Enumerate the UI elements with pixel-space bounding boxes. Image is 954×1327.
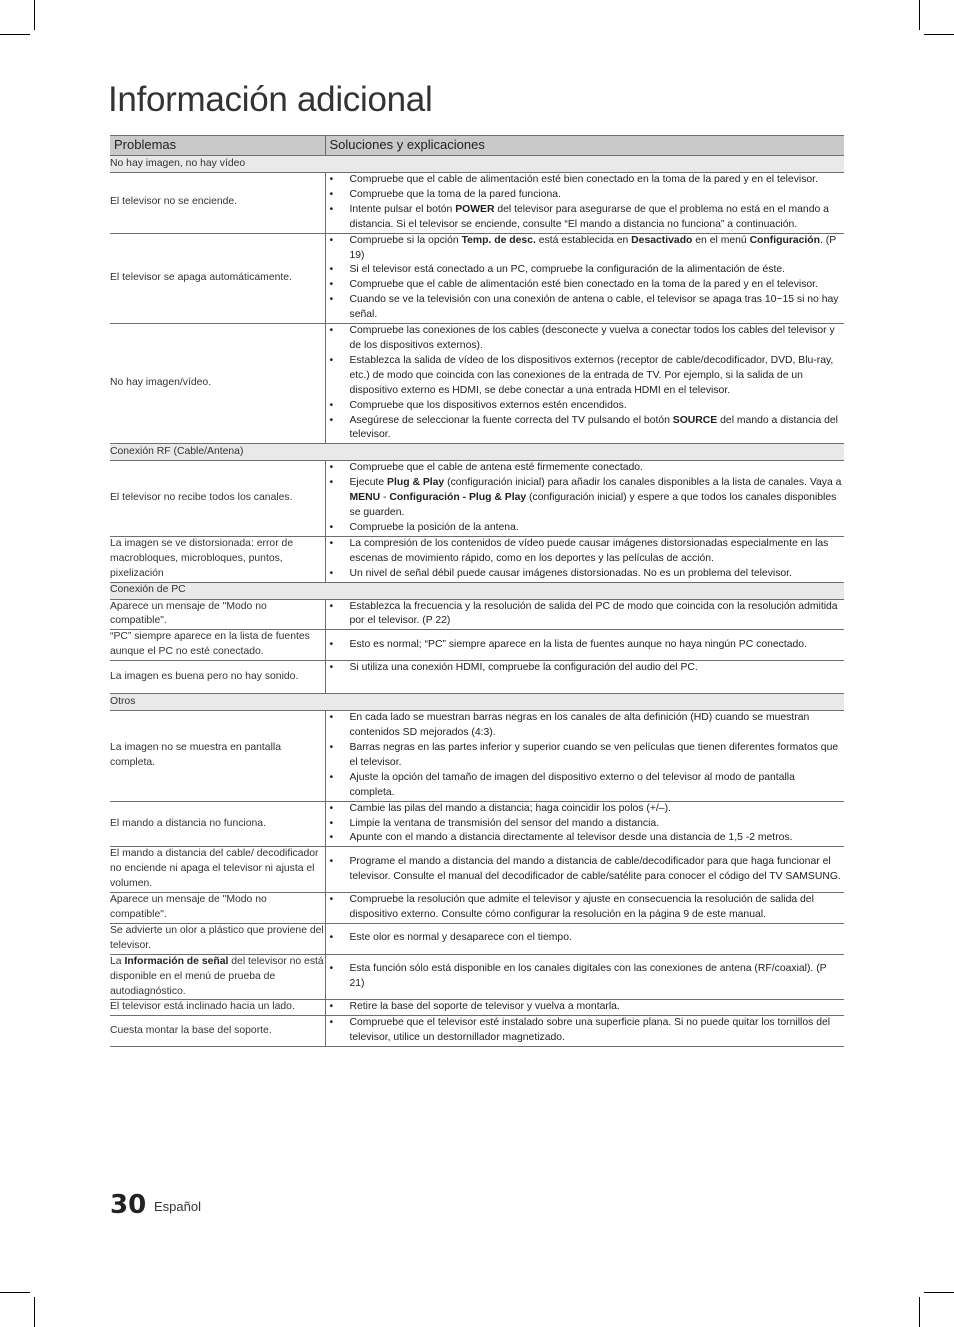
solution-item xyxy=(326,476,845,521)
solution-item xyxy=(326,234,845,264)
text-run: Barras negras en las partes inferior y superior cuando se ven películas que tienen diferentes formatos que el televisor. xyxy=(349,742,839,768)
text-run: Cuesta montar la base del soporte. xyxy=(110,1024,272,1036)
problem-cell xyxy=(110,661,325,694)
table-row xyxy=(110,461,844,537)
text-run: No hay imagen/vídeo. xyxy=(110,377,212,389)
table-row xyxy=(110,173,844,234)
text-run: Cambie las pilas del mando a distancia; haga coincidir los polos (+/–). xyxy=(349,802,671,814)
solution-item xyxy=(326,263,845,278)
text-run: El televisor se apaga automáticamente. xyxy=(110,271,292,283)
table-row xyxy=(110,233,844,323)
solution-item xyxy=(326,521,845,536)
problem-cell xyxy=(110,536,325,582)
bold-term: Plug & Play xyxy=(387,477,445,489)
problem-cell xyxy=(110,324,325,444)
bold-term: Configuración xyxy=(749,234,820,246)
problem-cell xyxy=(110,893,325,924)
text-run: Un nivel de señal débil puede causar imágenes distorsionadas. No es un problema del televisor. xyxy=(349,567,792,579)
solution-list xyxy=(326,661,845,676)
solution-list xyxy=(326,1000,845,1015)
solution-item xyxy=(326,638,845,653)
solution-list xyxy=(326,711,845,800)
crop-mark xyxy=(924,1292,954,1293)
problem-cell xyxy=(110,1000,325,1016)
bold-term: Información de señal xyxy=(124,955,229,967)
text-run: Este olor es normal y desaparece con el tiempo. xyxy=(349,932,572,944)
solution-item xyxy=(326,817,845,832)
table-header-row xyxy=(110,136,844,156)
solution-cell xyxy=(325,630,844,661)
text-run: del televisor para asegurarse de que el problema no está en el mando a distancia. Si el televisor se enciende, consulte “El mando a distancia no funciona” a continuación. xyxy=(349,203,829,230)
solution-cell xyxy=(325,893,844,924)
solution-cell xyxy=(325,1000,844,1016)
text-run: El televisor está inclinado hacia un lado. xyxy=(110,1001,295,1013)
text-run: Establezca la frecuencia y la resolución de salida del PC de modo que coincida con la resolución admitida por el televisor. (P 22) xyxy=(349,600,838,627)
solution-item xyxy=(326,741,845,771)
crop-mark xyxy=(34,1297,35,1327)
page-title: Información adicional xyxy=(108,80,433,119)
solution-cell xyxy=(325,847,844,893)
section-row xyxy=(110,694,844,711)
text-run: Si el televisor está conectado a un PC, compruebe la configuración de la alimentación de éste. xyxy=(349,264,786,276)
text-run: del televisor no está disponible en el menú de prueba de autodiagnóstico. xyxy=(110,955,324,997)
crop-mark xyxy=(919,0,920,30)
text-run: Programe el mando a distancia del mando a distancia de cable/decodificador para que haga funcionar el televisor. Consulte el manual del decodificador de cable/satélite para conocer el código del TV SAMSUNG. xyxy=(349,855,841,882)
solution-list xyxy=(326,962,845,992)
text-run: La xyxy=(110,955,125,967)
bold-term: Temp. de desc. xyxy=(461,234,536,246)
text-run: del mando a distancia del televisor. xyxy=(349,414,838,441)
text-run: El televisor no se enciende. xyxy=(110,196,238,208)
solution-cell xyxy=(325,461,844,537)
solution-item xyxy=(326,855,845,885)
text-run: Compruebe que el cable de antena esté firmemente conectado. xyxy=(349,462,643,474)
crop-mark xyxy=(919,1297,920,1327)
solution-item xyxy=(326,188,845,203)
solution-cell xyxy=(325,801,844,847)
text-run: Compruebe la resolución que admite el televisor y ajuste en consecuencia la resolución de salida del dispositivo externo. Consulte cómo configurar la resolución en la página 9 de este manual. xyxy=(349,894,814,920)
table-row xyxy=(110,923,844,954)
text-run: Aparece un mensaje de "Modo no compatible". xyxy=(110,894,267,920)
section-row xyxy=(110,156,844,173)
table-row xyxy=(110,893,844,924)
text-run: “PC” siempre aparece en la lista de fuentes aunque el PC no esté conectado. xyxy=(110,631,310,658)
solution-list xyxy=(326,173,845,233)
page-language: Español xyxy=(154,1199,201,1214)
text-run: Compruebe que el televisor esté instalado sobre una superficie plana. Si no puede quitar los tornillos del televisor, utilice un destornillador magnetizado. xyxy=(349,1017,831,1044)
solution-list xyxy=(326,234,845,323)
bold-term: MENU xyxy=(349,492,381,504)
text-run: Intente pulsar el botón xyxy=(349,203,456,215)
solution-list xyxy=(326,893,845,923)
text-run: Se advierte un olor a plástico que proviene del televisor. xyxy=(110,924,324,951)
text-run: En cada lado se muestran barras negras en los canales de alta definición (HD) cuando se muestran contenidos SD mejorados (4:3). xyxy=(349,712,810,739)
solution-list xyxy=(326,324,845,443)
table-row xyxy=(110,847,844,893)
table-row xyxy=(110,801,844,847)
solution-item xyxy=(326,771,845,801)
text-run: El televisor no recibe todos los canales. xyxy=(110,492,293,504)
text-run: Ejecute xyxy=(349,477,388,489)
text-run: La imagen no se muestra en pantalla completa. xyxy=(110,742,281,768)
text-run: Limpie la ventana de transmisión del sensor del mando a distancia. xyxy=(349,817,660,829)
solution-item xyxy=(326,173,845,188)
text-run: Asegúrese de seleccionar la fuente correcta del TV pulsando el botón xyxy=(349,414,673,426)
solution-list xyxy=(326,600,845,630)
solution-item xyxy=(326,893,845,923)
text-run: Esto es normal; “PC” siempre aparece en la lista de fuentes aunque no haya ningún PC conectado. xyxy=(349,638,807,650)
solution-list xyxy=(326,931,845,946)
crop-mark xyxy=(34,0,35,30)
problem-cell xyxy=(110,923,325,954)
solution-item xyxy=(326,802,845,817)
solution-item xyxy=(326,278,845,293)
solution-cell xyxy=(325,536,844,582)
text-run: Compruebe si la opción xyxy=(349,234,462,246)
bold-term: SOURCE xyxy=(672,414,718,426)
problem-cell xyxy=(110,233,325,323)
table-row xyxy=(110,324,844,444)
solution-item xyxy=(326,831,845,846)
text-run: Establezca la salida de vídeo de los dispositivos externos (receptor de cable/decodificador, DVD, Blu-ray, etc.) de modo que coincida con las conexiones de la entrada de TV. Por ejemplo, si la salida de un dispositivo externo es HDMI, se debe conectar a una entrada HDMI en el televisor. xyxy=(349,354,834,396)
problem-cell xyxy=(110,630,325,661)
table-row xyxy=(110,630,844,661)
solution-item xyxy=(326,354,845,399)
text-run: está establecida en xyxy=(535,234,632,246)
solution-list xyxy=(326,461,845,536)
solution-item xyxy=(326,537,845,567)
solution-list xyxy=(326,537,845,582)
solution-item xyxy=(326,962,845,992)
bold-term: Desactivado xyxy=(631,234,693,246)
text-run: Compruebe que el cable de alimentación esté bien conectado en la toma de la pared y en el televisor. xyxy=(349,174,818,185)
solution-item xyxy=(326,399,845,414)
crop-mark xyxy=(924,34,954,35)
problem-cell xyxy=(110,599,325,630)
problem-cell xyxy=(110,1016,325,1047)
solution-cell xyxy=(325,923,844,954)
text-run: Compruebe que la toma de la pared funciona. xyxy=(349,188,561,200)
solution-item xyxy=(326,203,845,233)
section-title: No hay imagen, no hay vídeo xyxy=(110,156,844,173)
text-run: Compruebe que los dispositivos externos estén encendidos. xyxy=(349,399,627,411)
text-run: . (P 19) xyxy=(349,234,836,261)
section-title: Conexión RF (Cable/Antena) xyxy=(110,444,844,461)
solution-item xyxy=(326,567,845,582)
section-row xyxy=(110,582,844,599)
table-row xyxy=(110,1016,844,1047)
text-run: Apunte con el mando a distancia directamente al televisor desde una distancia de 1,5 -2 metros. xyxy=(349,832,793,844)
solution-list xyxy=(326,855,845,885)
solution-cell xyxy=(325,324,844,444)
solution-item xyxy=(326,414,845,444)
text-run: Retire la base del soporte de televisor y vuelva a montarla. xyxy=(349,1001,620,1013)
section-title: Otros xyxy=(110,694,844,711)
crop-mark xyxy=(0,1292,30,1293)
text-run: - xyxy=(380,492,390,504)
solution-cell xyxy=(325,954,844,1000)
solution-cell xyxy=(325,661,844,694)
table-row xyxy=(110,711,844,801)
column-header-problems: Problemas xyxy=(110,136,325,156)
text-run: Cuando se ve la televisión con una conexión de antena o cable, el televisor se apaga tras 10~15 si no hay señal. xyxy=(349,294,839,321)
text-run: en el menú xyxy=(692,234,750,246)
table-row xyxy=(110,1000,844,1016)
solution-cell xyxy=(325,711,844,801)
bold-term: Configuración - Plug & Play xyxy=(389,492,527,504)
table-body xyxy=(110,156,844,1047)
text-run: Compruebe las conexiones de los cables (desconecte y vuelva a conectar todos los cables del televisor y de los dispositivos externos). xyxy=(349,325,835,351)
text-run: El mando a distancia no funciona. xyxy=(110,817,266,829)
problem-cell xyxy=(110,954,325,1000)
table-row xyxy=(110,536,844,582)
problem-cell xyxy=(110,847,325,893)
table-row xyxy=(110,954,844,1000)
text-run: La imagen se ve distorsionada: error de macrobloques, microbloques, puntos, pixelización xyxy=(110,537,294,579)
text-run: La compresión de los contenidos de vídeo puede causar imágenes distorsionadas especialmente en las escenas de movimiento rápido, como en los deportes y las películas de acción. xyxy=(349,537,829,564)
problem-cell xyxy=(110,801,325,847)
solution-cell xyxy=(325,1016,844,1047)
solution-cell xyxy=(325,173,844,234)
text-run: Ajuste la opción del tamaño de imagen del dispositivo externo o del televisor al modo de pantalla completa. xyxy=(349,771,795,798)
solution-list xyxy=(326,1016,845,1046)
troubleshooting-table xyxy=(110,135,844,1047)
text-run: Compruebe que el cable de alimentación esté bien conectado en la toma de la pared y en el televisor. xyxy=(349,279,818,291)
solution-item xyxy=(326,661,845,676)
solution-item xyxy=(326,600,845,630)
solution-item xyxy=(326,324,845,354)
solution-list xyxy=(326,638,845,653)
column-header-solutions: Soluciones y explicaciones xyxy=(325,136,844,156)
solution-item xyxy=(326,461,845,476)
table-row xyxy=(110,661,844,694)
solution-list xyxy=(326,802,845,847)
text-run: Aparece un mensaje de "Modo no compatible". xyxy=(110,600,267,627)
solution-item xyxy=(326,1016,845,1046)
solution-cell xyxy=(325,599,844,630)
solution-item xyxy=(326,931,845,946)
text-run: Compruebe la posición de la antena. xyxy=(349,521,519,533)
section-title: Conexión de PC xyxy=(110,582,844,599)
text-run: La imagen es buena pero no hay sonido. xyxy=(110,670,299,682)
crop-mark xyxy=(0,34,30,35)
bold-term: POWER xyxy=(455,203,495,215)
problem-cell xyxy=(110,173,325,234)
solution-item xyxy=(326,1000,845,1015)
problem-cell xyxy=(110,711,325,801)
problem-cell xyxy=(110,461,325,537)
solution-item xyxy=(326,293,845,323)
table-row xyxy=(110,599,844,630)
solution-item xyxy=(326,711,845,741)
section-row xyxy=(110,444,844,461)
text-run: (configuración inicial) para añadir los canales disponibles a la lista de canales. Vaya a xyxy=(444,477,842,489)
solution-cell xyxy=(325,233,844,323)
page-number: 30 xyxy=(110,1190,147,1220)
text-run: (configuración inicial) y espere a que todos los canales disponibles se guarden. xyxy=(349,492,837,519)
text-run: Si utiliza una conexión HDMI, compruebe la configuración del audio del PC. xyxy=(349,662,698,674)
text-run: El mando a distancia del cable/ decodificador no enciende ni apaga el televisor ni ajusta el volumen. xyxy=(110,848,319,890)
text-run: Esta función sólo está disponible en los canales digitales con las conexiones de antena (RF/coaxial). (P 21) xyxy=(349,963,827,990)
